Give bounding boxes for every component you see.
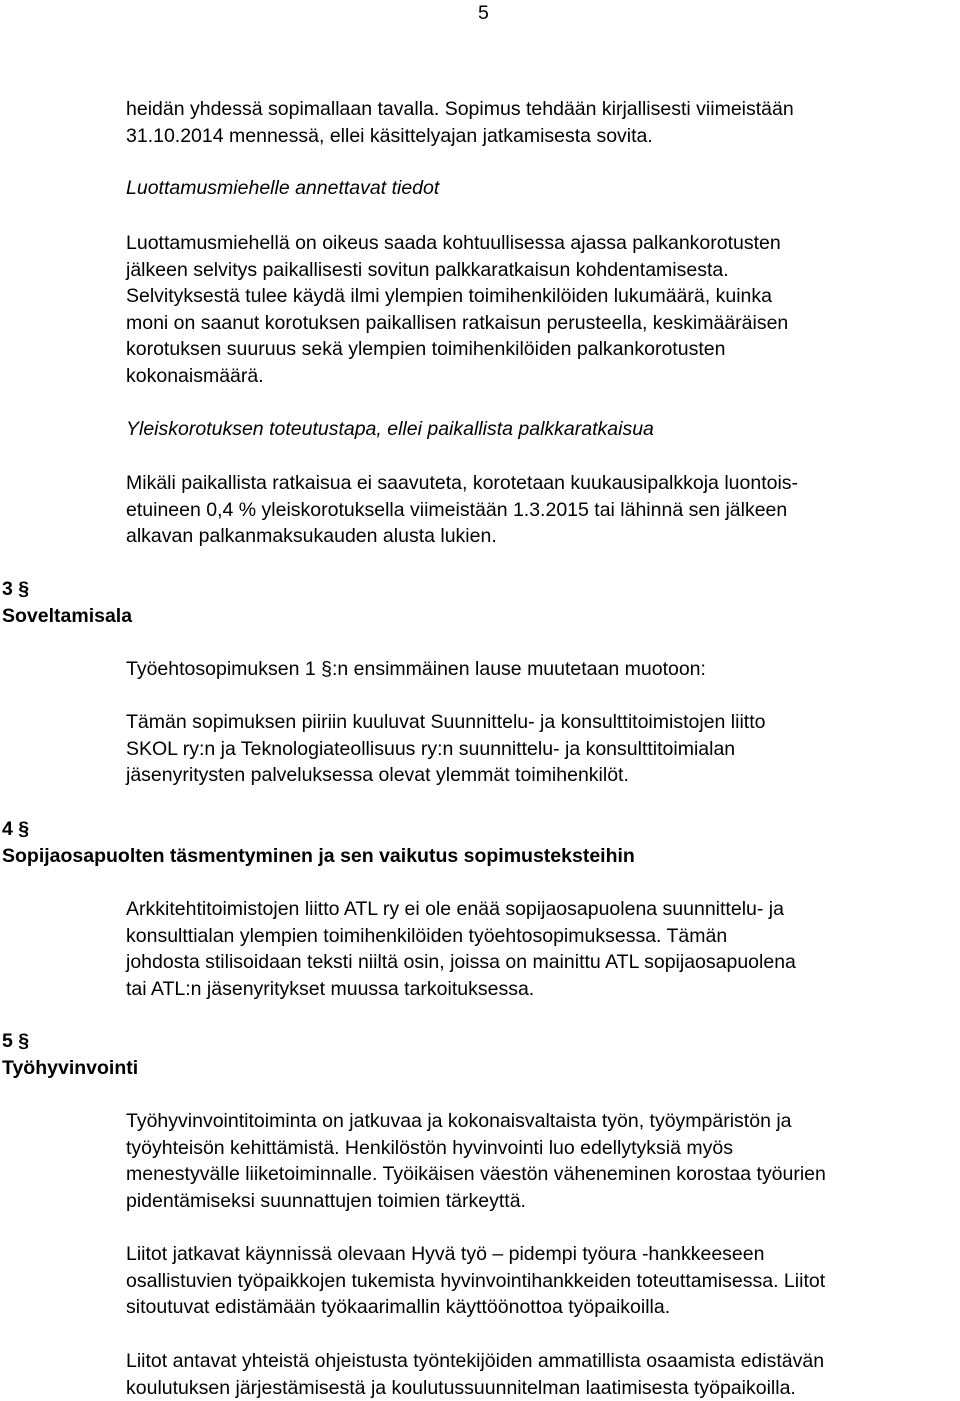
text-line: sitoutuvat edistämään työkaarimallin käyttöönottoa työpaikoilla. [126,1296,671,1318]
text-line: osallistuvien työpaikkojen tukemista hyvinvointihankkeiden toteuttamisessa. Liitot [126,1269,826,1292]
section-3-paragraph-2 [126,709,956,789]
section-number: 3 § [2,578,30,600]
section-5-paragraph-3 [126,1348,956,1401]
text-line: menestyvälle liiketoiminnalle. Työikäisen väestön väheneminen korostaa työurien [126,1163,826,1185]
section-4-paragraph-1 [126,896,956,1002]
section-number: 4 § [2,818,30,840]
text-line: alkavan palkanmaksukauden alusta lukien. [126,525,497,547]
text-line: Arkkitehtitoimistojen liitto ATL ry ei ole enää sopijaosapuolena suunnittelu- ja [126,898,784,920]
text-line: Luottamusmiehellä on oikeus saada kohtuullisessa ajassa palkankorotusten [126,232,781,254]
text-line: 31.10.2014 mennessä, ellei käsittelyajan jatkamisesta sovita. [126,124,653,147]
section-5-paragraph-1 [126,1108,956,1214]
text-line: johdosta stilisoidaan teksti niiltä osin, joissa on mainittu ATL sopijaosapuolena [126,951,796,973]
text-line: jälkeen selvitys paikallisesti sovitun palkkaratkaisun kohdentamisesta. [126,258,729,281]
section-number: 5 § [2,1030,30,1052]
intro-paragraph [126,96,956,149]
text-line: moni on saanut korotuksen paikallisen ratkaisun perusteella, keskimääräisen [126,311,789,334]
text-line: tai ATL:n jäsenyritykset muussa tarkoituksessa. [126,977,535,1000]
text-line: konsulttialan ylempien toimihenkilöiden työehtosopimuksessa. Tämän [126,924,728,947]
section-3-heading [2,576,132,629]
text-line: Liitot jatkavat käynnissä olevaan Hyvä työ – pidempi työura -hankkeeseen [126,1243,765,1265]
text-line: SKOL ry:n ja Teknologiateollisuus ry:n suunnittelu- ja konsulttitoimialan [126,737,736,760]
text-line: heidän yhdessä sopimallaan tavalla. Sopimus tehdään kirjallisesti viimeistään [126,98,794,120]
text-line: etuineen 0,4 % yleiskorotuksella viimeistään 1.3.2015 tai lähinnä sen jälkeen [126,498,788,521]
section-title: Sopijaosapuolten täsmentyminen ja sen vaikutus sopimusteksteihin [2,844,635,867]
section-5-heading [2,1028,138,1081]
text-line: Selvityksestä tulee käydä ilmi ylempien toimihenkilöiden lukumäärä, kuinka [126,285,772,307]
text-line: kokonaismäärä. [126,364,264,387]
section-title: Soveltamisala [2,604,133,627]
text-line: Mikäli paikallista ratkaisua ei saavuteta, korotetaan kuukausipalkkoja luontois- [126,472,799,494]
section-4-heading [2,816,635,869]
text-line: työyhteisön kehittämistä. Henkilöstön hyvinvointi luo edellytyksiä myös [126,1136,733,1159]
text-line: Työhyvinvointitoiminta on jatkuvaa ja kokonaisvaltaista työn, työympäristön ja [126,1110,792,1132]
subheading-yleiskorotus: Yleiskorotuksen toteutustapa, ellei paikallista palkkaratkaisua [126,418,654,440]
text-line: koulutuksen järjestämisestä ja koulutussuunnitelman laatimisesta työpaikoilla. [126,1376,796,1399]
text-line: Työehtosopimuksen 1 §:n ensimmäinen lause muutetaan muotoon: [126,658,706,680]
text-line: jäsenyritysten palveluksessa olevat ylemmät toimihenkilöt. [126,764,629,786]
section-5-paragraph-2 [126,1241,956,1321]
luottamusmies-paragraph [126,230,956,389]
text-line: Tämän sopimuksen piiriin kuuluvat Suunnittelu- ja konsulttitoimistojen liitto [126,711,766,733]
section-3-paragraph-1 [126,656,956,683]
section-title: Työhyvinvointi [2,1056,139,1079]
yleiskorotus-paragraph [126,470,956,550]
text-line: korotuksen suuruus sekä ylempien toimihenkilöiden palkankorotusten [126,338,726,360]
page-number: 5 [478,2,489,24]
subheading-luottamusmies: Luottamusmiehelle annettavat tiedot [126,177,440,199]
text-line: Liitot antavat yhteistä ohjeistusta työntekijöiden ammatillista osaamista edistävän [126,1350,825,1372]
text-line: pidentämiseksi suunnattujen toimien tärkeyttä. [126,1189,526,1212]
